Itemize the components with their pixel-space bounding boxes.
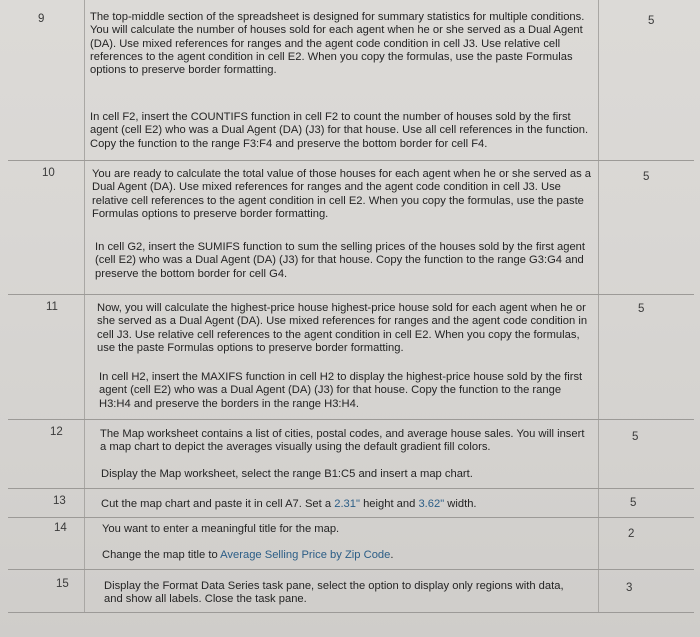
step-row-13 — [0, 489, 700, 517]
step-points: 5 — [630, 497, 637, 509]
step-points: 2 — [628, 528, 635, 540]
step-instruction: In cell F2, insert the COUNTIFS function in cell F2 to count the number of houses sold by the first agent (cell E2) who was a Dual Agent (DA) (J3) for that house. Use all cell references in the function. Copy the function to the range F3:F4 and preserve the bottom border for cell F4. — [90, 111, 589, 150]
step-description: The Map worksheet contains a list of cities, postal codes, and average house sales. You will insert a map chart to depict the averages visually using the default gradient fill colors. — [100, 428, 585, 454]
step-description: You want to enter a meaningful title for the map. — [102, 523, 340, 535]
step-description: Now, you will calculate the highest-price house highest-price house sold for each agent when he or she served as a Dual Agent (DA). Use mixed references for ranges and the agent code condition in cell J3. Use relative cell references to the agent condition in cell E2. When you copy the formulas, use the paste Formulas options to preserve border formatting. — [97, 302, 588, 354]
text-before-height: Cut the map chart and paste it in cell A7. Set a — [101, 498, 335, 510]
step-row-15 — [0, 570, 700, 614]
step-row-11 — [0, 295, 700, 419]
step-points: 3 — [626, 582, 633, 594]
step-points: 5 — [648, 15, 655, 27]
text-middle: height and — [359, 498, 419, 510]
step-number: 10 — [42, 167, 55, 179]
step-instruction — [101, 498, 591, 511]
step-points: 5 — [632, 431, 639, 443]
row-divider — [8, 612, 694, 613]
text-after: width. — [444, 498, 477, 510]
step-number: 9 — [38, 13, 45, 25]
step-number: 15 — [56, 578, 69, 590]
step-number: 11 — [46, 301, 58, 313]
text-after-title: . — [390, 549, 394, 561]
step-instruction: In cell G2, insert the SUMIFS function to sum the selling prices of the houses sold by the first agent (cell E2) who was a Dual Agent (DA) (J3) for that house. Copy the function to the range G3:G4 and preserve the bottom border for cell G4. — [95, 241, 586, 280]
step-row-12 — [0, 420, 700, 488]
step-row-9 — [0, 0, 700, 160]
step-instruction: In cell H2, insert the MAXIFS function in cell H2 to display the highest-price house sold by the first agent (cell E2) who was a Dual Agent (DA) (J3) for that house. Copy the function to the range H3:H4 and preserve the borders in the range H3:H4. — [99, 371, 583, 410]
step-description: You are ready to calculate the total value of those houses for each agent when he or she served as a Dual Agent (DA). Use mixed references for ranges and the agent code condition in cell J3. Use relative cell references to the agent condition in cell E2. When you copy the formulas, use the paste Formulas options to preserve border formatting. — [92, 168, 592, 220]
step-row-10 — [0, 161, 700, 294]
step-number: 13 — [53, 495, 66, 507]
text-before-title: Change the map title to — [102, 549, 221, 561]
width-value: 3.62" — [418, 498, 445, 510]
step-instruction: Display the Format Data Series task pane, select the option to display only regions with data, and show all labels. Close the task pane. — [104, 580, 564, 606]
step-points: 5 — [643, 171, 650, 183]
step-instruction — [102, 549, 592, 562]
step-instruction: Display the Map worksheet, select the range B1:C5 and insert a map chart. — [101, 468, 473, 480]
step-row-14 — [0, 518, 700, 569]
step-number: 12 — [50, 426, 63, 438]
step-points: 5 — [638, 303, 645, 315]
map-title-value: Average Selling Price by Zip Code — [220, 549, 391, 561]
height-value: 2.31" — [334, 498, 360, 510]
step-number: 14 — [54, 522, 67, 534]
step-description: The top-middle section of the spreadsheet is designed for summary statistics for multiple conditions. You will calculate the number of houses sold for each agent when he or she served as a Dual Agent (DA). Use mixed references for ranges and the agent code condition in cell J3. Use relative cell references to the agent condition in cell E2. When you copy the formulas, use the paste Formulas options to preserve border formatting. — [90, 11, 585, 77]
